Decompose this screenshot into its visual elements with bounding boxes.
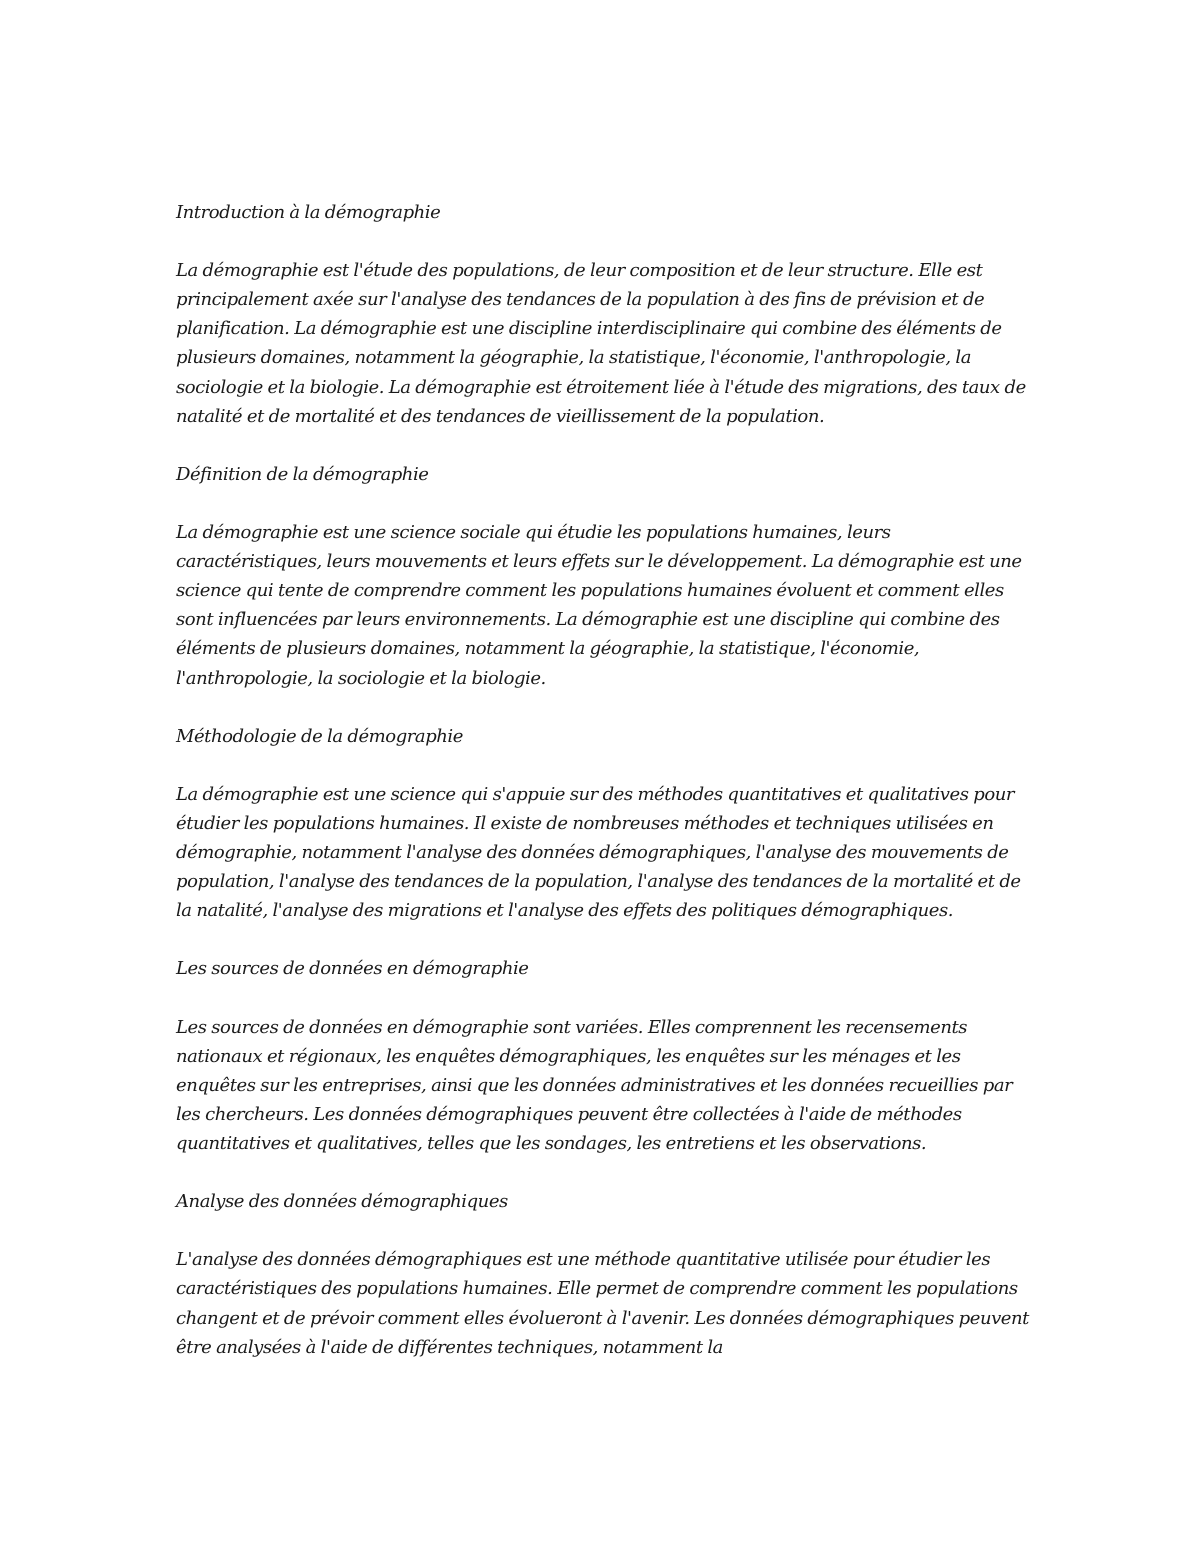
section-body-methodology: La démographie est une science qui s'appuie sur des méthodes quantitatives et qualitatives pour étudier les populations humaines. Il existe de nombreuses méthodes et techniques utilisées en démographie, notamment l'analyse des données démographiques, l'analyse des mouvements de population, l'analyse des tendances de la population, l'analyse des tendances de la mortalité et de la natalité, l'analyse des migrations et l'analyse des effets des politiques démographiques. [176,783,1021,922]
section-heading-data-sources: Les sources de données en démographie [176,958,529,980]
section-heading-introduction: Introduction à la démographie [176,202,441,223]
section-body-data-sources: Les sources de données en démographie sont variées. Elles comprennent les recensements nationaux et régionaux, les enquêtes démographiques, les enquêtes sur les ménages et les enquêtes sur les entreprises, ainsi que les données administratives et les données recueillies par les chercheurs. Les données démographiques peuvent être collectées à l'aide de méthodes quantitatives et qualitatives, telles que les sondages, les entretiens et les observations. [176,1016,1013,1154]
section-heading-definition: Définition de la démographie [176,463,429,485]
section-heading-data-analysis: Analyse des données démographiques [176,1191,508,1213]
section-heading-methodology: Méthodologie de la démographie [176,725,463,747]
section-body-definition: La démographie est une science sociale qui étudie les populations humaines, leurs caractéristiques, leurs mouvements et leurs effets sur le développement. La démographie est une science qui tente de comprendre comment les populations humaines évoluent et comment elles sont influencées par leurs environnements. La démographie est une discipline qui combine des éléments de plusieurs domaines, notamment la géographie, la statistique, l'économie, l'anthropologie, la sociologie et la biologie. [176,522,1022,689]
document-content [176,198,1036,1362]
section-body-data-analysis: L'analyse des données démographiques est une méthode quantitative utilisée pour étudier les caractéristiques des populations humaines. Elle permet de comprendre comment les populations changent et de prévoir comment elles évolueront à l'avenir. Les données démographiques peuvent être analysées à l'aide de différentes techniques, notamment la [176,1249,1029,1358]
section-body-introduction: La démographie est l'étude des populations, de leur composition et de leur structure. Elle est principalement axée sur l'analyse des tendances de la population à des fins de prévision et de planification. La démographie est une discipline interdisciplinaire qui combine des éléments de plusieurs domaines, notamment la géographie, la statistique, l'économie, l'anthropologie, la sociologie et la biologie. La démographie est étroitement liée à l'étude des migrations, des taux de natalité et de mortalité et des tendances de vieillissement de la population. [176,260,1026,427]
